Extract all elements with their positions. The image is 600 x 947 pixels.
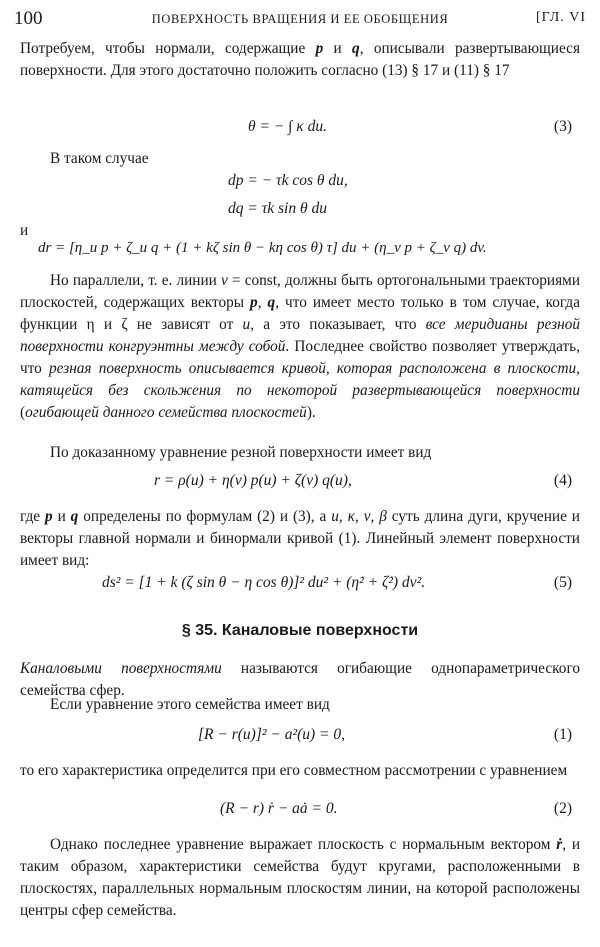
equation-5-number: (5) <box>553 574 572 591</box>
paragraph-family: Если уравнение этого семейства имеет вид <box>50 696 330 713</box>
equation-1 <box>20 726 580 754</box>
equation-2 <box>20 800 580 828</box>
paragraph-defined: где p и q определены по формулам (2) и (3), а u, κ, ν, β суть длина дуги, кручение и векторы главной нормали и бинормали кривой (1). Линейный элемент поверхности имеет вид: <box>20 508 580 569</box>
equation-5 <box>20 574 580 602</box>
paragraph-normals: Потребуем, чтобы нормали, содержащие p и q, описывали развертывающиеся поверхности. Для этого достаточно положить согласно (13) § 17 и (11) § 17 <box>20 40 580 79</box>
equation-dr-formula: dr = [η_u p + ζ_u q + (1 + kζ sin θ − kη cos θ) τ] du + (η_v p + ζ_v q) dv. <box>38 240 487 256</box>
equation-4 <box>20 472 580 500</box>
paragraph-parallels: Но параллели, т. е. линии v = const, должны быть ортогональными траекториями плоскостей, содержащих векторы p, q, что имеет место только в том случае, когда функции η и ζ не зависят от u, а это показывает, что все меридианы резной поверхности конгруэнтны между собой. Последнее свойство позволяет утверждать, что резная поверхность описывается кривой, которая расположена в плоскости, катящейся без скольжения по некоторой развертывающейся поверхности (огибающей данного семейства плоскостей). <box>20 272 580 421</box>
page-number: 100 <box>14 8 43 29</box>
equation-1-number: (1) <box>553 726 572 743</box>
conjunction-and: и <box>20 222 29 239</box>
equation-dp <box>20 172 580 200</box>
equation-2-formula: (R − r) ṙ − aȧ = 0. <box>220 800 338 817</box>
paragraph-characteristic: то его характеристика определится при его совместном рассмотрении с уравнением <box>20 762 568 779</box>
equation-dp-formula: dp = − τk cos θ du, <box>228 172 348 189</box>
paragraph-proved: По доказанному уравнение резной поверхности имеет вид <box>50 444 432 461</box>
equation-dq-formula: dq = τk sin θ du <box>228 200 327 217</box>
equation-dq <box>20 200 580 228</box>
equation-2-number: (2) <box>553 800 572 817</box>
chapter-label: [ГЛ. VI <box>536 10 586 25</box>
paragraph-definition: Каналовыми поверхностями называются огибающие однопараметрического семейства сфер. <box>20 660 580 699</box>
equation-4-number: (4) <box>553 472 572 489</box>
section-title: § 35. Каналовые поверхности <box>181 622 419 639</box>
running-title: ПОВЕРХНОСТЬ ВРАЩЕНИЯ И ЕЕ ОБОБЩЕНИЯ <box>151 12 449 26</box>
paragraph-conclusion: Однако последнее уравнение выражает плоскость с нормальным вектором ṙ, и таким образом, характеристики семейства будут кругами, расположенными в плоскостях, параллельных нормальным плоскостям линии, на которой расположены центры сфер семейства. <box>20 836 581 919</box>
page-header <box>14 8 586 34</box>
equation-1-formula: [R − r(u)]² − a²(u) = 0, <box>198 726 346 743</box>
equation-3 <box>20 118 580 146</box>
equation-5-formula: ds² = [1 + k (ζ sin θ − η cos θ)]² du² + (η̇² + ζ̇²) dv². <box>102 574 426 591</box>
equation-4-formula: r = ρ(u) + η(v) p(u) + ζ(v) q(u), <box>154 472 352 489</box>
equation-3-formula: θ = − ∫ κ du. <box>248 118 327 135</box>
equation-3-number: (3) <box>553 118 572 135</box>
equation-dr <box>20 240 580 268</box>
case-text: В таком случае <box>50 150 149 167</box>
